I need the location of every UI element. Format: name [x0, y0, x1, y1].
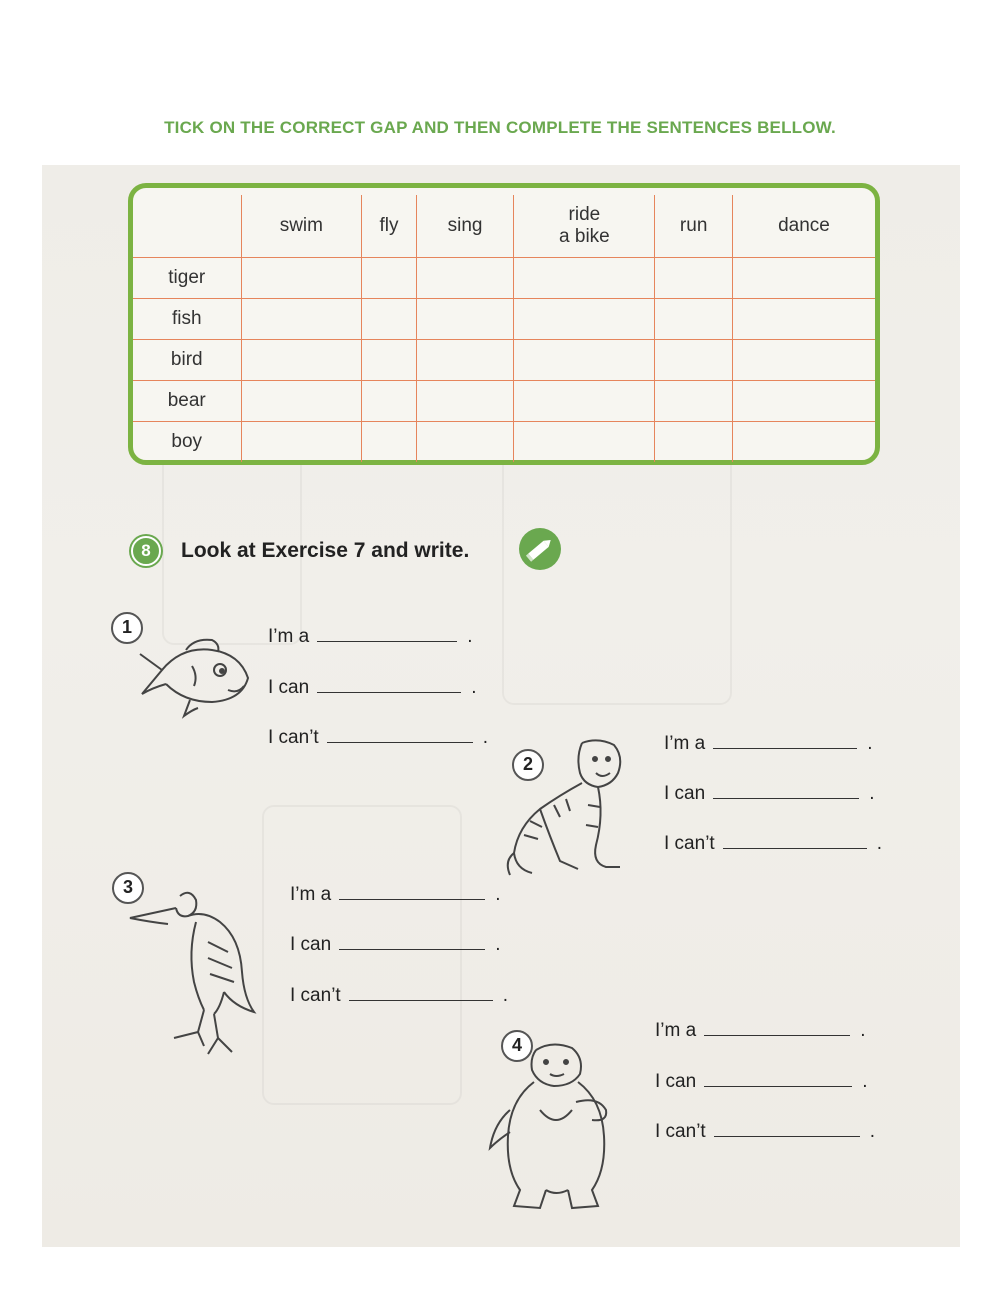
- tick-cell[interactable]: [241, 339, 362, 380]
- answer-blank[interactable]: [704, 1071, 852, 1087]
- answer-blank[interactable]: [713, 733, 857, 749]
- fish-icon: [132, 636, 262, 726]
- item-number-badge: 2: [512, 749, 544, 781]
- row-label: bird: [133, 339, 241, 380]
- tick-cell[interactable]: [416, 298, 514, 339]
- tick-cell[interactable]: [514, 298, 655, 339]
- table-row: [133, 339, 875, 380]
- tick-cell[interactable]: [732, 380, 875, 421]
- sentence-line: I can’t .: [268, 727, 488, 748]
- bird-icon: [124, 882, 264, 1072]
- tick-cell[interactable]: [514, 380, 655, 421]
- pencil-icon: [519, 528, 561, 570]
- sentence-line: I can .: [655, 1071, 868, 1092]
- tick-cell[interactable]: [416, 380, 514, 421]
- tick-cell[interactable]: [655, 380, 733, 421]
- row-label: fish: [133, 298, 241, 339]
- column-header: fly: [362, 195, 417, 257]
- exercise-number-badge: 8: [131, 536, 161, 566]
- answer-blank[interactable]: [317, 626, 457, 642]
- column-header: sing: [416, 195, 514, 257]
- tick-cell[interactable]: [514, 421, 655, 462]
- sentence-line: I’m a .: [664, 733, 873, 754]
- answer-blank[interactable]: [339, 934, 485, 950]
- tick-cell[interactable]: [416, 339, 514, 380]
- table-row: [133, 298, 875, 339]
- item-number-badge: 4: [501, 1030, 533, 1062]
- answer-blank[interactable]: [327, 727, 473, 743]
- answer-blank[interactable]: [317, 677, 461, 693]
- tick-cell[interactable]: [416, 421, 514, 462]
- column-header: ride a bike: [514, 195, 655, 257]
- tick-cell[interactable]: [655, 339, 733, 380]
- sentence-line: I can’t .: [290, 985, 508, 1006]
- column-header: dance: [732, 195, 875, 257]
- tick-cell[interactable]: [732, 421, 875, 462]
- answer-blank[interactable]: [704, 1020, 850, 1036]
- tick-cell[interactable]: [362, 421, 417, 462]
- tick-cell[interactable]: [732, 298, 875, 339]
- item-number-badge: 3: [112, 872, 144, 904]
- bear-icon: [480, 1040, 630, 1225]
- tick-cell[interactable]: [655, 421, 733, 462]
- tick-cell[interactable]: [732, 257, 875, 298]
- tiger-icon: [500, 735, 630, 890]
- tick-cell[interactable]: [416, 257, 514, 298]
- row-label: bear: [133, 380, 241, 421]
- table-row: [133, 421, 875, 462]
- answer-blank[interactable]: [723, 833, 867, 849]
- exercise-title: Look at Exercise 7 and write.: [181, 539, 470, 562]
- sentence-line: I’m a .: [655, 1020, 866, 1041]
- tick-cell[interactable]: [655, 257, 733, 298]
- tick-cell[interactable]: [241, 257, 362, 298]
- item-number-badge: 1: [111, 612, 143, 644]
- sentence-line: I’m a .: [290, 884, 501, 905]
- column-header: run: [655, 195, 733, 257]
- column-header: swim: [241, 195, 362, 257]
- tick-cell[interactable]: [732, 339, 875, 380]
- tick-cell[interactable]: [241, 380, 362, 421]
- tick-cell[interactable]: [655, 298, 733, 339]
- table-row: [133, 380, 875, 421]
- tick-cell[interactable]: [362, 380, 417, 421]
- table-row: [133, 257, 875, 298]
- tick-cell[interactable]: [514, 339, 655, 380]
- instruction-heading: TICK ON THE CORRECT GAP AND THEN COMPLETE THE SENTENCES BELLOW.: [164, 118, 836, 137]
- tick-cell[interactable]: [362, 257, 417, 298]
- answer-blank[interactable]: [349, 985, 493, 1001]
- sentence-line: I can’t .: [655, 1121, 875, 1142]
- tick-cell[interactable]: [514, 257, 655, 298]
- answer-blank[interactable]: [339, 884, 485, 900]
- tick-cell[interactable]: [362, 339, 417, 380]
- sentence-line: I’m a .: [268, 626, 473, 647]
- sentence-line: I can .: [664, 783, 875, 804]
- row-label: boy: [133, 421, 241, 462]
- tick-cell[interactable]: [241, 298, 362, 339]
- sentence-line: I can .: [290, 934, 501, 955]
- tick-cell[interactable]: [241, 421, 362, 462]
- sentence-line: I can’t .: [664, 833, 882, 854]
- row-label: tiger: [133, 257, 241, 298]
- answer-blank[interactable]: [714, 1121, 860, 1137]
- sentence-line: I can .: [268, 677, 477, 698]
- table-header-row: [133, 195, 875, 257]
- ability-table: [133, 195, 875, 462]
- answer-blank[interactable]: [713, 783, 859, 799]
- table-corner: [133, 195, 241, 257]
- tick-cell[interactable]: [362, 298, 417, 339]
